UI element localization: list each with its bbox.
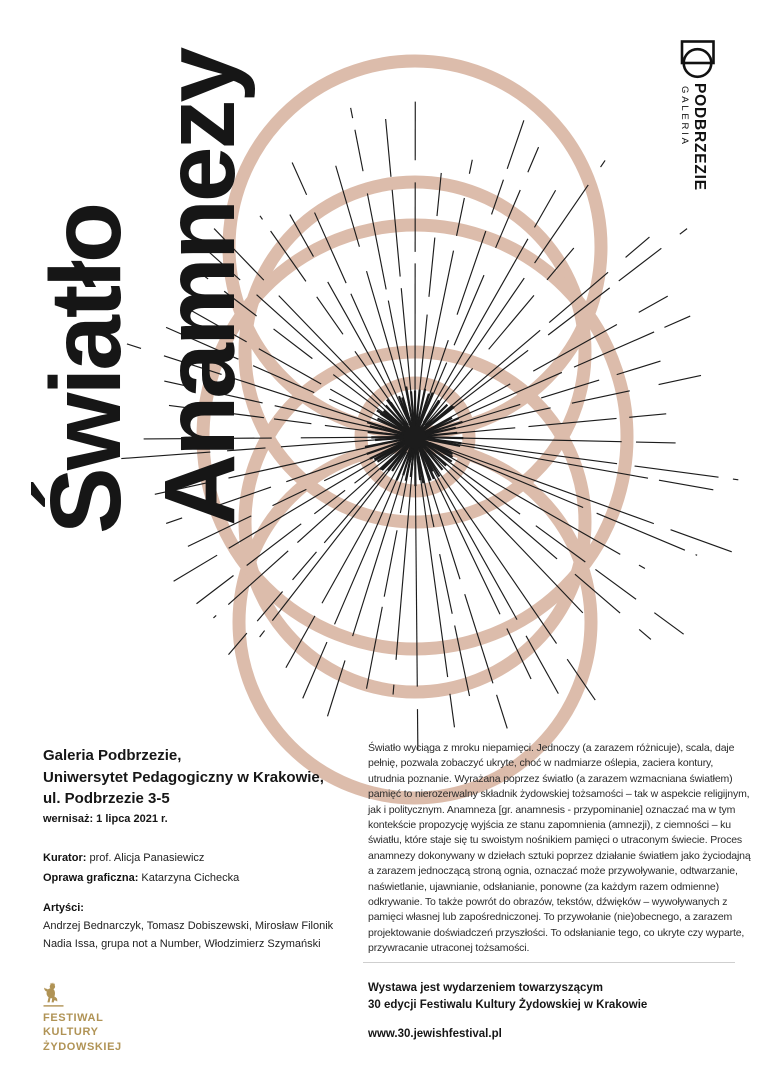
venue-line-2: Uniwersytet Pedagogiczny w Krakowie,	[43, 768, 324, 786]
festival-logo-line-3: ŻYDOWSKIEJ	[43, 1040, 122, 1053]
artists-line-1: Andrzej Bednarczyk, Tomasz Dobiszewski, Mirosław Filonik	[43, 920, 334, 932]
gallery-logo-subtitle: GALERIA	[679, 86, 690, 147]
venue-line-1: Galeria Podbrzezie,	[43, 747, 182, 764]
festival-logo-text	[43, 1011, 122, 1054]
curator-label: Kurator:	[43, 852, 87, 864]
event-note-block	[368, 980, 647, 1013]
festival-logo-line-2: KULTURY	[43, 1026, 99, 1039]
artists-block	[43, 899, 333, 953]
footer-divider-line	[363, 962, 735, 963]
artists-line-2: Nadia Issa, grupa not a Number, Włodzimierz Szymański	[43, 938, 321, 950]
graphic-design-row	[43, 869, 239, 889]
exhibition-title-line-2: Anamnezy	[144, 49, 256, 526]
curator-name: prof. Alicja Panasiewicz	[89, 852, 205, 864]
festival-logo-line-1: FESTIWAL	[43, 1012, 104, 1024]
venue-line-3: ul. Podbrzezie 3-5	[43, 790, 170, 808]
website-link[interactable]: www.30.jewishfestival.pl	[368, 1028, 502, 1040]
graphic-design-label: Oprawa graficzna:	[43, 871, 139, 884]
logo-square-shape	[682, 42, 714, 64]
description-paragraph: Światło wyciąga z mroku niepamięci. Jednoczy (a zarazem różnicuje), scala, daje pełnię, pozwala zobaczyć ukryte, choć w nadmiarze oślepia, zaciera kontury, utrudnia poznanie. Wyrażana poprzez światło (a zarazem wzmacniana światłem) pamięć to nierozerwalny składnik żydowskiej tożsamości – tak w aspekcie religijnym, jak i politycznym. Anamneza [gr. anamnesis - przypominanie] oznaczać ma w tym kontekście propozycję wyjścia ze stanu zapomnienia (amnezji), z ciemności – ku światłu, które staje się tu swoistym nośnikiem pamięci o utraconym świecie. Proces anamnezy dokonywany w dziełach sztuki poprzez działanie światłem jako życiodajną a zarazem jednoczącą stroną ognia, oznaczać może przywoływanie, odtwarzanie, naświetlanie, ujawnianie, odsłanianie, ponowne (za każdym razem odmienne) odkrywanie. To także powrót do obrazów, tekstów, dźwięków – wywoływanych z pamięci własnej lub zapośredniczonej. To przywołanie (nie)obecnego, a zarazem projektowanie doświadczeń przyszłości. To odsłanianie tego, co ukryte czy wyparte, przywracanie utraconej tożsamości.	[368, 742, 751, 955]
lion-icon	[42, 982, 64, 1008]
graphic-design-name: Katarzyna Cichecka	[141, 871, 240, 884]
exhibition-title-line-1: Światło	[30, 204, 142, 534]
vernissage-date: wernisaż: 1 lipca 2021 r.	[43, 813, 168, 825]
curator-row	[43, 849, 239, 869]
event-note-line-2: 30 edycji Festiwalu Kultury Żydowskiej w Krakowie	[368, 998, 648, 1011]
gallery-logo-name: PODBRZEZIE	[691, 83, 708, 191]
event-note-line-1: Wystawa jest wydarzeniem towarzyszącym	[368, 982, 604, 994]
artists-heading: Artyści:	[43, 902, 84, 914]
venue-block	[43, 745, 324, 810]
credits-block	[43, 849, 239, 888]
gallery-logo-mark	[682, 42, 714, 77]
